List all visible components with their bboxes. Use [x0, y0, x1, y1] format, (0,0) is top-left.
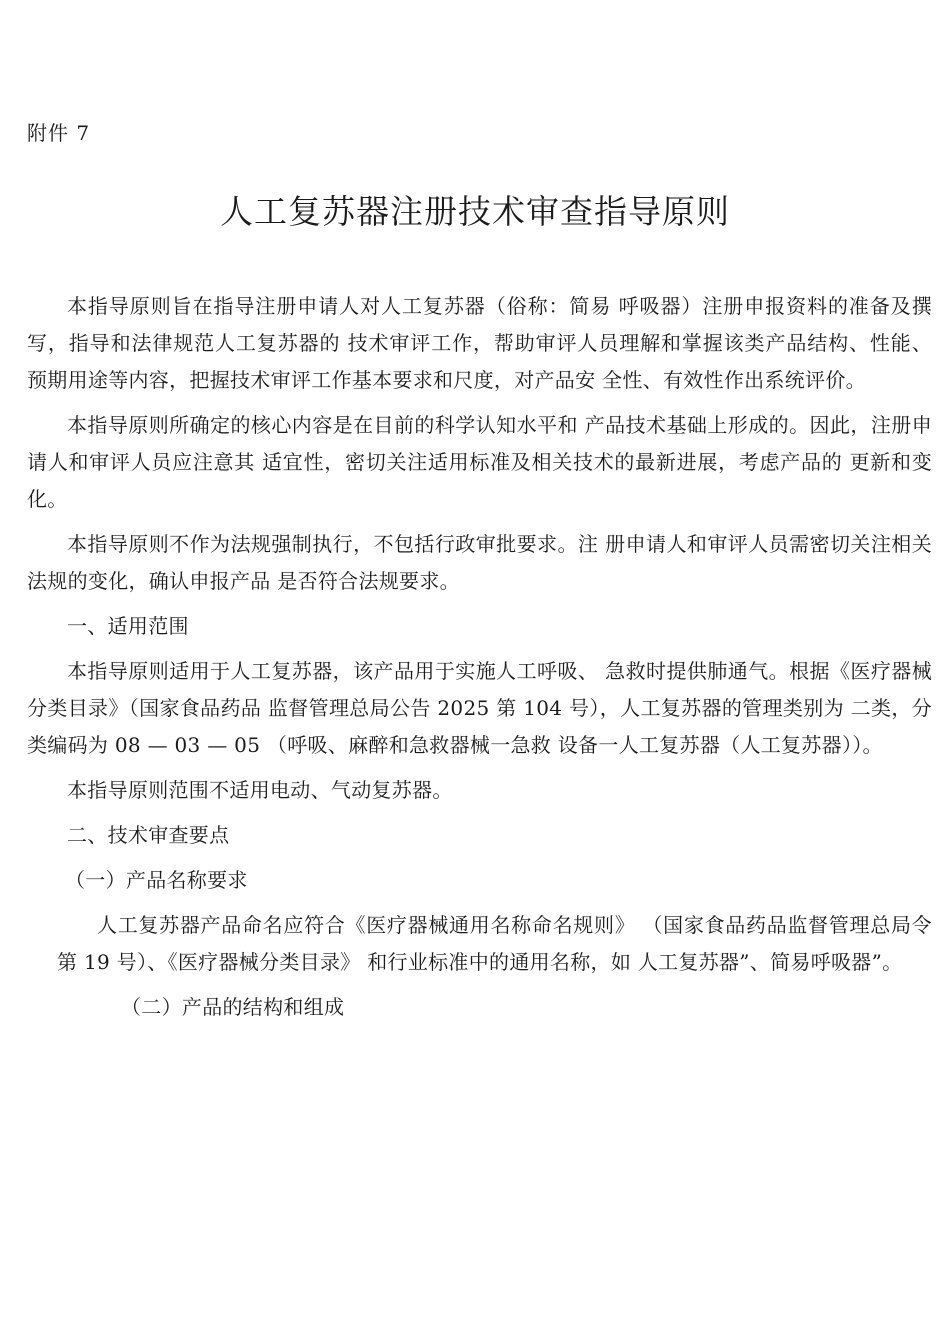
document-body — [27, 288, 932, 1026]
paragraph-not-mandatory: 本指导原则不作为法规强制执行，不包括行政审批要求。注 册申请人和审评人员需密切关注相关法规的变化，确认申报产品 是否符合法规要求。 — [27, 532, 932, 593]
section-heading-review-points: 二、技术审查要点 — [67, 823, 230, 847]
paragraph-scope: 本指导原则适用于人工复苏器，该产品用于实施人工呼吸、 急救时提供肺通气。根据《医疗器械分类目录》（国家食品药品 监督管理总局公告 2025 第 104 号），人工复苏器的管理类别为 二类，分类编码为 08 — 03 — 05 （呼吸、麻醉和急救器械一急救 设备一人工复苏器（人工复苏器））。 — [27, 659, 932, 757]
paragraph-purpose: 本指导原则旨在指导注册申请人对人工复苏器（俗称：简易 呼吸器）注册申报资料的准备及撰写，指导和法律规范人工复苏器的 技术审评工作，帮助审评人员理解和掌握该类产品结构、性能、 预期用途等内容，把握技术审评工作基本要求和尺度，对产品安 全性、有效性作出系统评价。 — [27, 294, 932, 392]
document-title: 人工复苏器注册技术审查指导原则 — [220, 192, 730, 231]
section-heading-scope: 一、适用范围 — [67, 614, 189, 638]
paragraph-product-name: 人工复苏器产品命名应符合《医疗器械通用名称命名规则》 （国家食品药品监督管理总局令第 19 号）、《医疗器械分类目录》 和行业标准中的通用名称，如 人工复苏器”、简易呼吸器”。 — [57, 913, 932, 974]
paragraph-core-content: 本指导原则所确定的核心内容是在目前的科学认知水平和 产品技术基础上形成的。因此，注册申请人和审评人员应注意其 适宜性，密切关注适用标准及相关技术的最新进展，考虑产品的 更新和变化。 — [27, 413, 932, 511]
subheading-structure: （二）产品的结构和组成 — [121, 995, 345, 1019]
paragraph-exclusion: 本指导原则范围不适用电动、气动复苏器。 — [67, 778, 453, 802]
annex-label: 附件 7 — [27, 121, 91, 145]
subheading-product-name: （一）产品名称要求 — [65, 868, 248, 892]
